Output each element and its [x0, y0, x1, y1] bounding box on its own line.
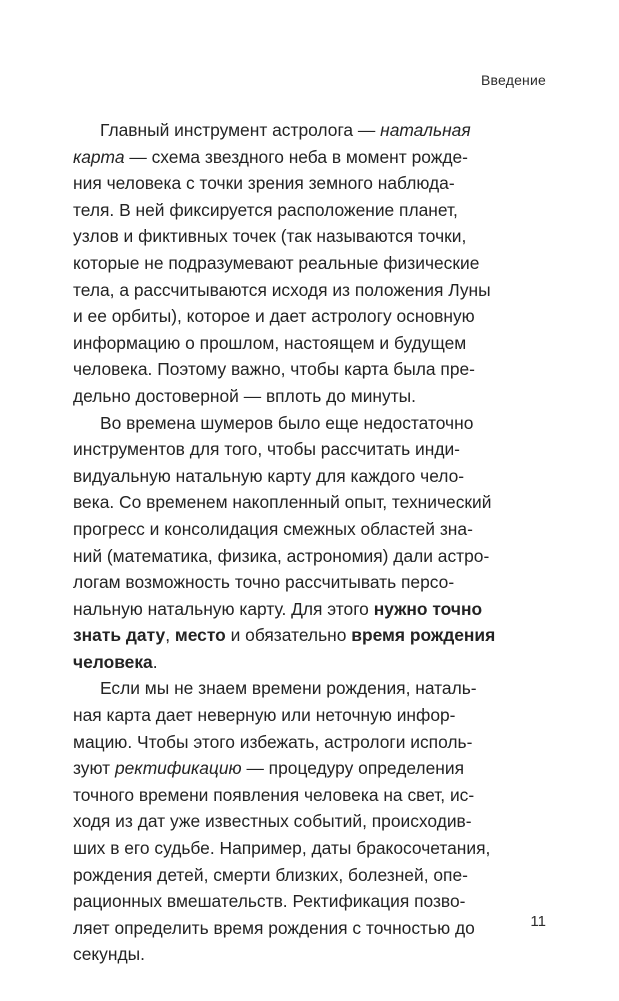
text-segment: видуальную натальную карту для каждого чело- [73, 465, 465, 486]
text-line [73, 888, 546, 915]
text-line [73, 702, 546, 729]
text-line [73, 117, 546, 144]
text-line [73, 223, 546, 250]
italic-text: ректификацию [114, 758, 242, 779]
text-line [73, 383, 546, 410]
italic-text: карта [73, 146, 125, 167]
text-segment: Если мы не знаем времени рождения, наталь- [100, 678, 477, 699]
text-line [73, 915, 546, 942]
text-line [73, 835, 546, 862]
text-segment: Главный инструмент астролога — [100, 120, 381, 140]
text-segment: зуют [73, 758, 115, 779]
page-body [73, 117, 546, 968]
text-line [73, 755, 546, 782]
text-line [73, 516, 546, 543]
text-segment: рождения детей, смерти близких, болезней, опе- [73, 864, 468, 885]
text-line [73, 197, 546, 224]
text-segment: и обязательно [225, 625, 352, 646]
text-line [73, 410, 546, 437]
text-line [73, 782, 546, 809]
text-segment: ний (математика, физика, астрономия) дали астро- [73, 545, 490, 566]
text-segment: дельно достоверной — вплоть до минуты. [73, 385, 417, 406]
running-header: Введение [481, 72, 546, 88]
text-segment: и ее орбиты), которое и дает астрологу основную [73, 306, 475, 327]
text-segment: узлов и фиктивных точек (так называются точки, [73, 226, 467, 247]
text-segment: тела, а рассчитываются исходя из положения Луны [73, 279, 491, 300]
text-line [73, 543, 546, 570]
text-segment: рационных вмешательств. Ректификация позво- [73, 891, 466, 912]
text-segment: человека. Поэтому важно, чтобы карта была пре- [73, 359, 475, 380]
text-line [73, 144, 546, 171]
text-segment: ших в его судьбе. Например, даты бракосочетания, [73, 838, 491, 859]
text-segment: , [165, 625, 175, 646]
text-segment: информацию о прошлом, настоящем и будущем [73, 332, 467, 353]
text-line [73, 303, 546, 330]
text-segment: точного времени появления человека на свет, ис- [73, 784, 475, 805]
paragraph [73, 410, 546, 676]
text-line [73, 622, 546, 649]
text-segment: Во времена шумеров было еще недостаточно [100, 412, 474, 433]
text-line [73, 941, 546, 968]
bold-text: знать дату [73, 625, 166, 646]
text-segment: мацию. Чтобы этого избежать, астрологи исполь- [73, 731, 473, 752]
text-line [73, 250, 546, 277]
text-line [73, 436, 546, 463]
text-line [73, 729, 546, 756]
bold-text: место [174, 625, 226, 646]
text-segment: — процедуру определения [241, 758, 464, 779]
text-segment: которые не подразумевают реальные физические [73, 252, 480, 273]
text-segment: прогресс и консолидация смежных областей зна- [73, 518, 473, 539]
text-line [73, 675, 546, 702]
text-segment: ная карта дает неверную или неточную инфор- [73, 705, 456, 726]
text-line [73, 463, 546, 490]
text-segment: — схема звездного неба в момент рожде- [124, 146, 468, 167]
text-segment: логам возможность точно рассчитывать персо- [73, 572, 455, 593]
text-line [73, 489, 546, 516]
text-segment: . [152, 651, 158, 672]
text-line [73, 596, 546, 623]
text-line [73, 808, 546, 835]
italic-text: натальная [380, 120, 471, 140]
bold-text: человека [73, 651, 153, 672]
text-line [73, 649, 546, 676]
text-line [73, 862, 546, 889]
text-line [73, 170, 546, 197]
text-segment: века. Со временем накопленный опыт, технический [73, 492, 492, 513]
bold-text: нужно точно [373, 598, 483, 619]
text-line [73, 356, 546, 383]
paragraph [73, 675, 546, 968]
text-segment: инструментов для того, чтобы рассчитать инди- [73, 439, 460, 460]
text-segment: ния человека с точки зрения земного наблюда- [73, 173, 455, 194]
text-line [73, 277, 546, 304]
page-number: 11 [530, 913, 546, 930]
text-line [73, 330, 546, 357]
text-line [73, 569, 546, 596]
text-segment: ляет определить время рождения с точностью до [73, 917, 475, 938]
text-segment: ходя из дат уже известных событий, происходив- [73, 811, 472, 832]
text-segment: нальную натальную карту. Для этого [73, 598, 374, 619]
text-segment: секунды. [73, 944, 145, 965]
paragraph [73, 117, 546, 410]
text-segment: теля. В ней фиксируется расположение планет, [73, 199, 458, 220]
bold-text: время рождения [351, 625, 496, 646]
